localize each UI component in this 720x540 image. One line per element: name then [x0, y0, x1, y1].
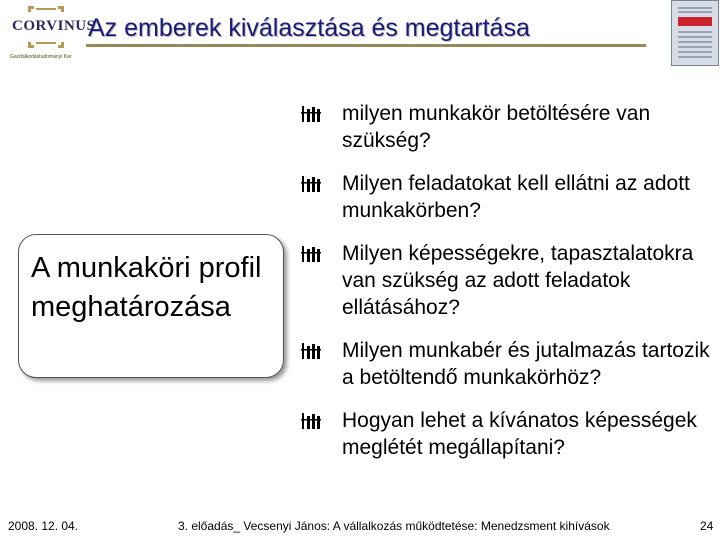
- page-number: 24: [700, 519, 714, 533]
- list-item: [300, 407, 710, 461]
- footer-text: 3. előadás_ Vecsenyi János: A vállalkozás működtetése: Menedzsment kihívások: [178, 519, 610, 533]
- logo-subtext: Gazdálkodástudományi Kar: [10, 54, 72, 60]
- bullet-list: [300, 100, 710, 477]
- title-divider: [86, 44, 646, 47]
- bullet-text: milyen munkakör betöltésére van szükség?: [342, 102, 651, 152]
- footer-date: 2008. 12. 04.: [8, 519, 79, 533]
- bullet-text: Hogyan lehet a kívánatos képességek meglétét megállapítani?: [342, 409, 697, 459]
- people-icon: [301, 246, 323, 262]
- profile-callout: [18, 234, 284, 378]
- corvinus-logo: [6, 2, 96, 64]
- people-icon: [301, 106, 323, 122]
- slide-title: Az emberek kiválasztása és megtartása: [88, 14, 530, 42]
- list-item: [300, 240, 710, 321]
- bullet-text: Milyen képességekre, tapasztalatokra van szükség az adott feladatok ellátásához?: [342, 242, 694, 319]
- bullet-text: Milyen munkabér és jutalmazás tartozik a betöltendő munkakörhöz?: [342, 339, 710, 389]
- list-item: [300, 170, 710, 224]
- conference-badge-icon: [671, 0, 719, 66]
- list-item: [300, 100, 710, 154]
- bullet-text: Milyen feladatokat kell ellátni az adott munkakörben?: [342, 172, 690, 222]
- people-icon: [301, 343, 323, 359]
- people-icon: [301, 413, 323, 429]
- list-item: [300, 337, 710, 391]
- logo-wordmark: CORVINUS: [12, 18, 96, 34]
- people-icon: [301, 176, 323, 192]
- profile-callout-label: A munkaköri profil meghatározása: [31, 252, 262, 323]
